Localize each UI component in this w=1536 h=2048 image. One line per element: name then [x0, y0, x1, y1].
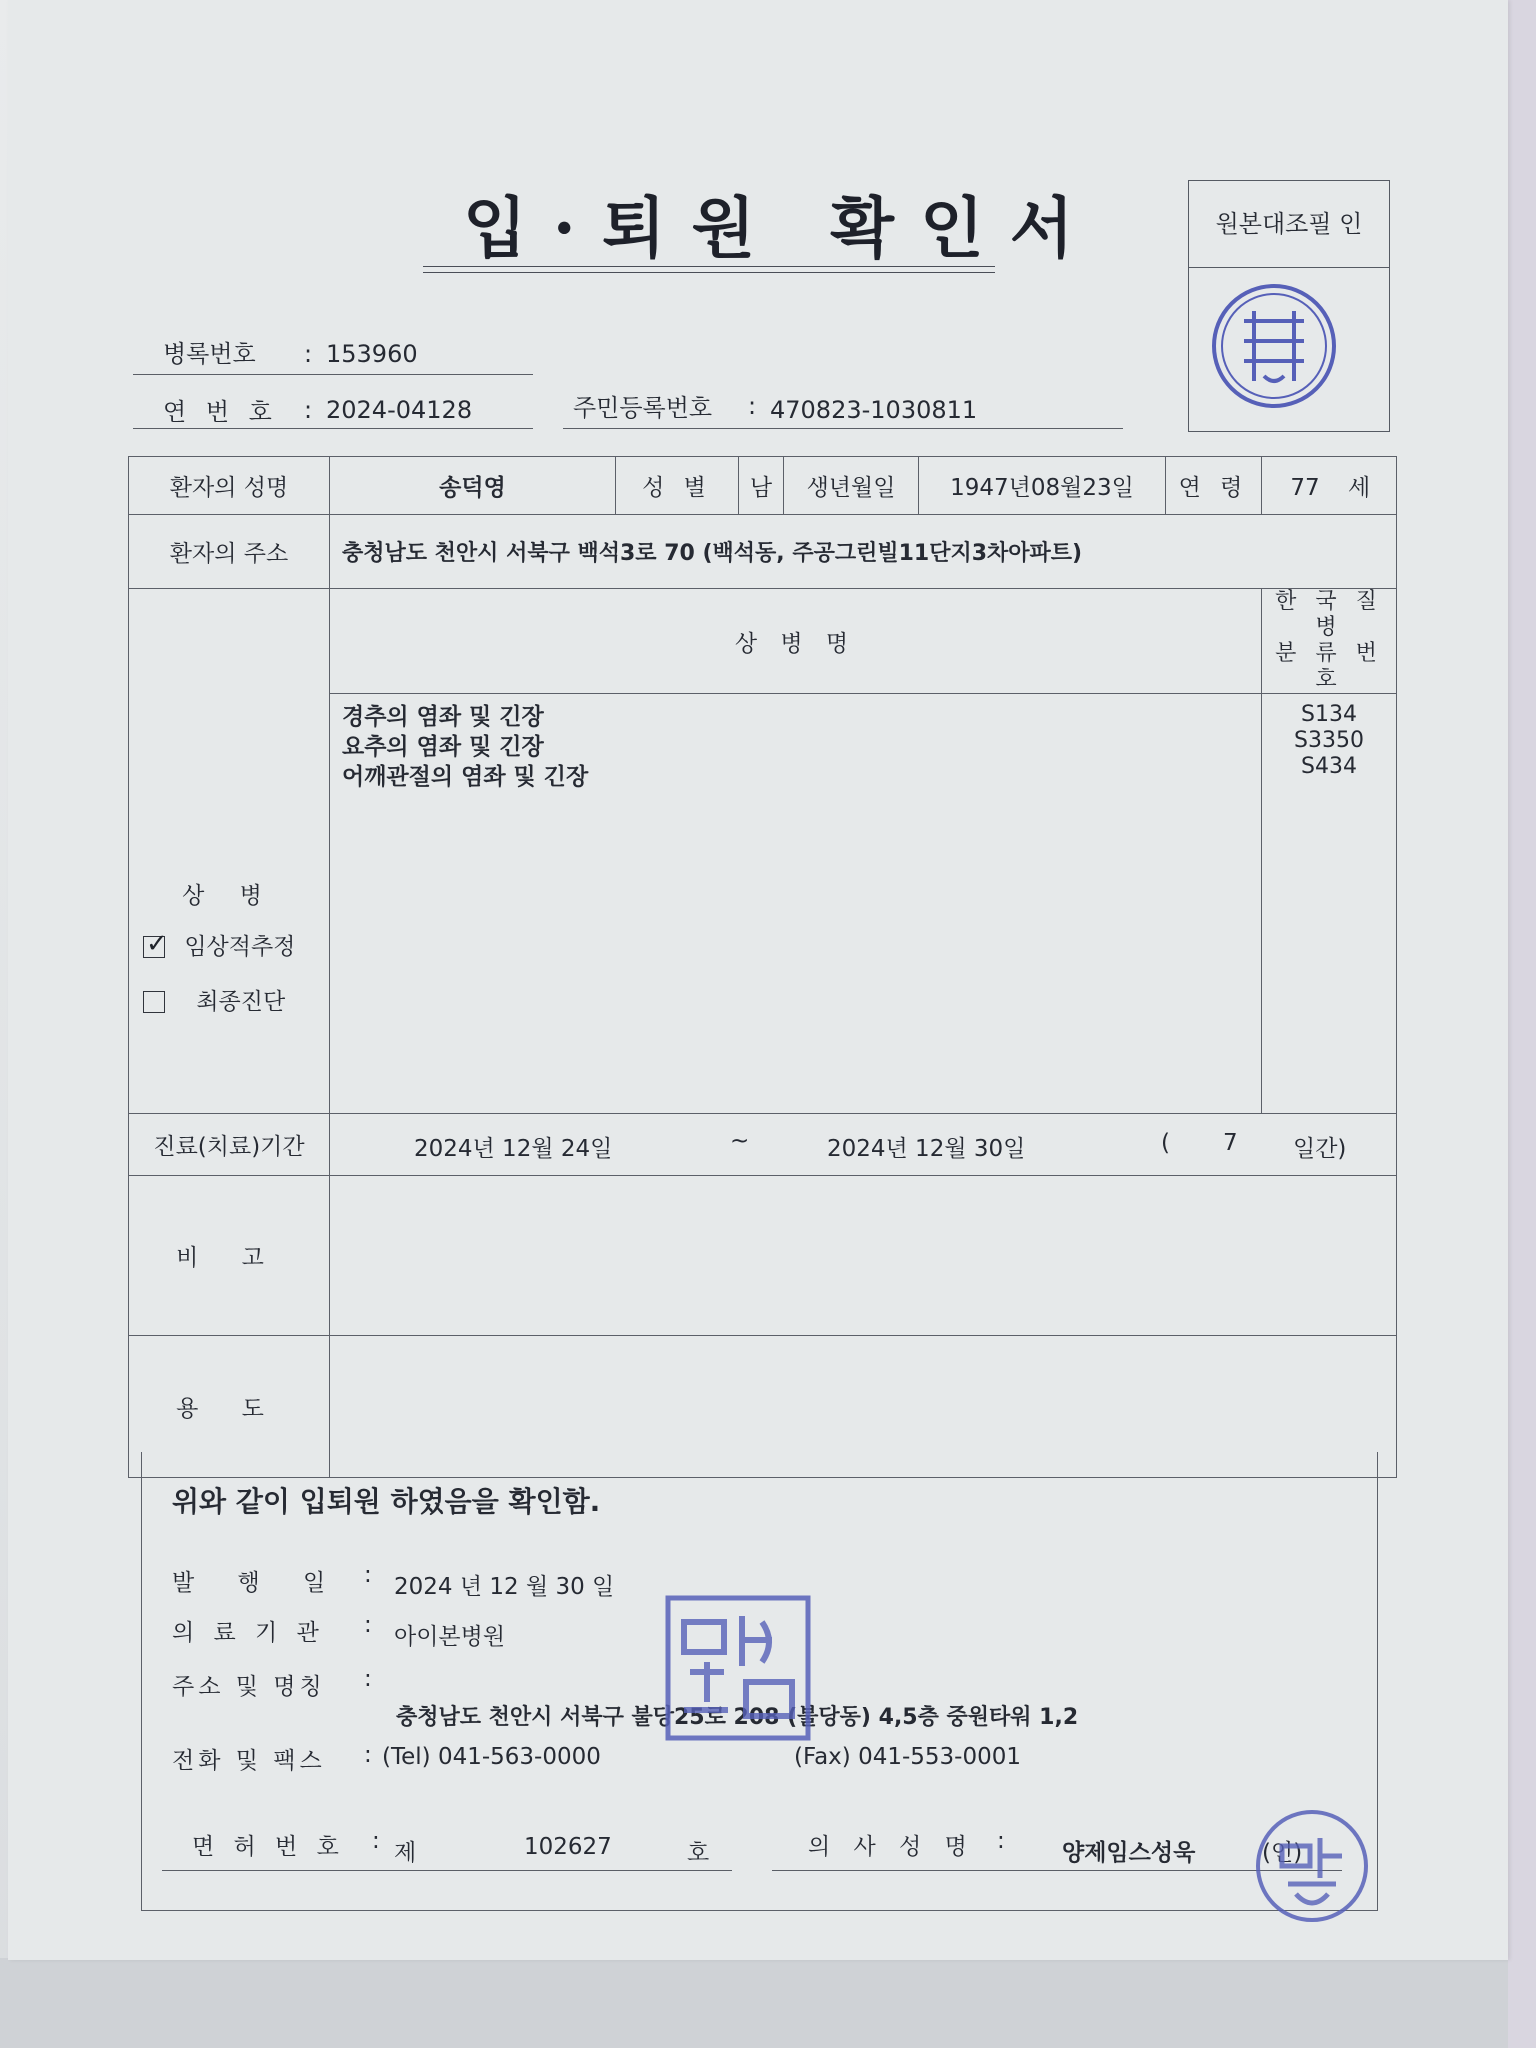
dob-value: 1947년08월23일	[919, 457, 1166, 515]
issue-date-label: 발 행 일	[172, 1570, 344, 1596]
period-paren: (	[1161, 1130, 1170, 1156]
confirm-seal-icon	[1209, 281, 1339, 411]
institution-address: 충청남도 천안시 서북구 불당25로 208 (불당동) 4,5층 중원타워 1,2	[396, 1705, 1079, 1730]
patient-name-value: 송덕영	[330, 457, 616, 515]
original-confirm-label: 원본대조필 인	[1189, 181, 1389, 268]
remarks-value	[330, 1176, 1397, 1336]
diagnosis-code-1: S134	[1301, 702, 1357, 727]
address-value: 충청남도 천안시 서북구 백석3로 70 (백석동, 주공그린빌11단지3차아파트)	[330, 515, 1397, 589]
record-no-value: 153960	[326, 340, 418, 368]
diagnosis-codes-cell	[1262, 694, 1397, 1114]
code-header-line2: 분 류 번 호	[1275, 641, 1383, 692]
diagnosis-name-1: 경추의 염좌 및 긴장	[342, 704, 544, 730]
purpose-label: 용 도	[129, 1336, 330, 1478]
diagnosis-section-label: 상 병	[182, 882, 276, 909]
period-days: 7	[1223, 1130, 1238, 1156]
license-label: 면 허 번 호	[192, 1834, 345, 1860]
colon: :	[364, 1562, 372, 1588]
period-tilde: ~	[730, 1128, 750, 1154]
period-cell	[330, 1114, 1397, 1176]
clinical-checkbox[interactable]	[143, 929, 168, 959]
colon: :	[364, 1742, 372, 1768]
diagnosis-section	[129, 589, 330, 1114]
fax-value: (Fax) 041-553-0001	[794, 1744, 1022, 1770]
certification-statement: 위와 같이 입퇴원 하였음을 확인함.	[172, 1485, 601, 1518]
institution-value: 아이본병원	[394, 1624, 506, 1650]
institution-label: 의 료 기 관	[172, 1620, 325, 1646]
dob-label: 생년월일	[784, 457, 919, 515]
diagnosis-code-2: S3350	[1294, 728, 1364, 753]
age-label: 연 령	[1166, 457, 1262, 515]
license-prefix: 제	[394, 1840, 417, 1866]
diagnosis-code-3: S434	[1301, 754, 1357, 779]
colon: :	[364, 1612, 372, 1638]
option-clinical-label: 임상적추정	[184, 933, 296, 960]
serial-no-label: 연 번 호	[163, 398, 278, 426]
period-label: 진료(치료)기간	[129, 1114, 330, 1176]
original-confirm-box	[1188, 180, 1390, 432]
option-final	[129, 983, 329, 1016]
diagnosis-code-header	[1262, 589, 1397, 694]
license-suffix: 호	[687, 1840, 710, 1866]
document-title: 입·퇴원 확인서	[463, 189, 1100, 267]
final-checkbox[interactable]	[143, 991, 165, 1013]
option-final-label: 최종진단	[196, 988, 286, 1015]
certification-block	[141, 1452, 1378, 1911]
colon: :	[304, 396, 313, 424]
option-clinical	[129, 928, 329, 961]
phone-label: 전화 및 팩스	[172, 1748, 326, 1774]
title-underline	[423, 266, 995, 267]
tel-value: (Tel) 041-563-0000	[382, 1744, 601, 1770]
period-start: 2024년 12월 24일	[414, 1136, 613, 1162]
underline	[563, 428, 1123, 429]
diagnosis-name-3: 어깨관절의 염좌 및 긴장	[342, 764, 589, 790]
hospital-seal-icon	[662, 1592, 814, 1744]
doctor-name: 양제임스성욱	[1062, 1840, 1196, 1866]
resident-no-label: 주민등록번호	[573, 394, 713, 422]
background-surface	[0, 1958, 1536, 2048]
address-label: 환자의 주소	[129, 515, 330, 589]
document-sheet	[8, 0, 1508, 1960]
sex-value: 남	[739, 457, 784, 515]
paper-edge	[1508, 0, 1536, 2048]
resident-no-value: 470823-1030811	[770, 396, 978, 424]
check-icon: ✓	[146, 929, 168, 959]
remarks-label: 비 고	[129, 1176, 330, 1336]
title-underline	[423, 272, 995, 273]
age-unit: 세	[1348, 475, 1371, 501]
diagnosis-name-2: 요추의 염좌 및 긴장	[342, 734, 544, 760]
colon: :	[372, 1828, 380, 1854]
record-no-label: 병록번호	[163, 340, 256, 368]
doctor-seal-icon	[1252, 1806, 1372, 1926]
sex-label: 성 별	[616, 457, 739, 515]
colon: :	[304, 340, 313, 368]
underline	[162, 1870, 732, 1871]
seal-mark: (인)	[1262, 1840, 1303, 1866]
doctor-label: 의 사 성 명	[808, 1834, 975, 1860]
colon: :	[997, 1828, 1005, 1854]
diagnosis-names-cell	[330, 694, 1262, 1114]
serial-no-value: 2024-04128	[326, 396, 473, 424]
underline	[133, 374, 533, 375]
age-value: 77	[1290, 475, 1320, 501]
colon: :	[364, 1666, 372, 1692]
period-end: 2024년 12월 30일	[827, 1136, 1026, 1162]
age-cell	[1262, 457, 1397, 515]
patient-table	[128, 456, 1397, 1478]
colon: :	[748, 392, 757, 420]
underline	[133, 428, 533, 429]
issue-date-value: 2024 년 12 월 30 일	[394, 1574, 615, 1600]
period-days-unit: 일간)	[1293, 1136, 1347, 1162]
address-label: 주소 및 명칭	[172, 1674, 326, 1700]
license-no: 102627	[524, 1834, 612, 1860]
code-header-line1: 한 국 질 병	[1275, 589, 1383, 640]
patient-name-label: 환자의 성명	[129, 457, 330, 515]
diagnosis-name-header: 상 병 명	[330, 589, 1262, 694]
